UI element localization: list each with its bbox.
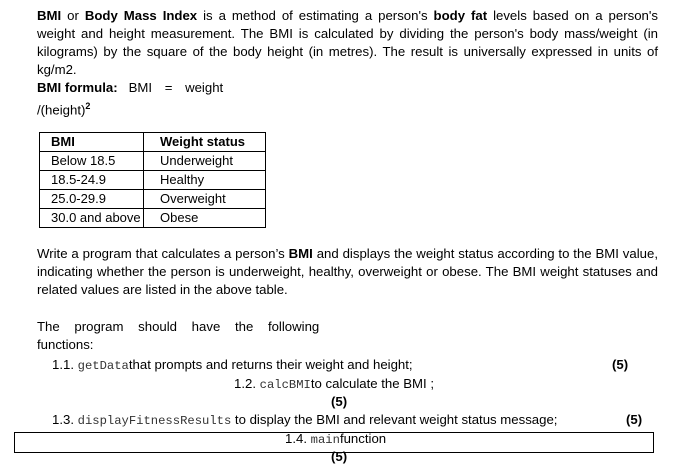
item-number: 1.4. [285,431,311,446]
table-cell: 18.5-24.9 [40,171,144,190]
item-description: to display the BMI and relevant weight status message; [231,412,558,427]
item-marks: (5) [331,394,348,409]
function-name: main [310,433,340,447]
task-text-2: and displays the weight status according to the BMI value, indicating whether the person is underweight, healthy, overweight or obese. The BMI weight statuses and related values are listed in the above table. [37,246,658,297]
formula-label: BMI formula: [37,80,118,95]
table-header-row [40,133,266,152]
function-item-calcbmi [234,375,434,394]
formula-text: BMI = weight [128,80,224,95]
intro-text-2: levels based on a person's weight and height measurement. The BMI is calculated by dividing the person's body mass/weight (in kilograms) by the square of the body height (in metres). The result is universally expressed in units of kg/m2. [37,8,658,77]
function-item-getdata [52,356,413,375]
term-bmi: BMI [37,8,62,23]
functions-intro-2: functions: [37,337,94,352]
term-body-mass-index: Body Mass Index [84,8,198,23]
table-cell: 25.0-29.9 [40,190,144,209]
task-bmi: BMI [288,246,313,261]
function-item-displayfitnessresults [52,411,557,430]
item-description: function [339,431,387,446]
item-number: 1.3. [52,412,78,427]
intro-text-1: is a method of estimating a person's [197,8,434,23]
intro-paragraph [37,7,658,79]
function-item-main [285,430,386,449]
functions-intro-1: The program should have the following [37,319,320,334]
task-text-1: Write a program that calculates a person’s [37,246,289,261]
table-row [40,209,266,228]
function-name: getData [77,359,129,373]
bmi-table [39,132,266,228]
header-weight-status: Weight status [144,133,266,152]
formula-cont: /(height) [37,102,86,118]
intro-text-or: or [61,8,85,23]
item-marks: (5) [612,357,629,372]
item-number: 1.1. [52,357,78,372]
item-description: to calculate the BMI ; [310,376,435,391]
table-row [40,171,266,190]
table-cell: Obese [144,209,266,228]
item-description: that prompts and returns their weight and height; [128,357,413,372]
item-marks: (5) [331,449,348,464]
table-cell: 30.0 and above [40,209,144,228]
table-cell: Overweight [144,190,266,209]
item-number: 1.2. [234,376,260,391]
formula-line [37,79,223,97]
table-row [40,190,266,209]
table-cell: Underweight [144,152,266,171]
task-paragraph [37,245,658,299]
function-name: calcBMI [259,378,311,392]
item-marks: (5) [626,412,643,427]
formula-continuation [37,97,90,119]
table-row [40,152,266,171]
table-cell: Healthy [144,171,266,190]
formula-sup: 2 [85,101,91,111]
function-name: displayFitnessResults [77,414,232,428]
table-cell: Below 18.5 [40,152,144,171]
header-bmi: BMI [40,133,144,152]
term-body-fat: body fat [433,8,488,23]
